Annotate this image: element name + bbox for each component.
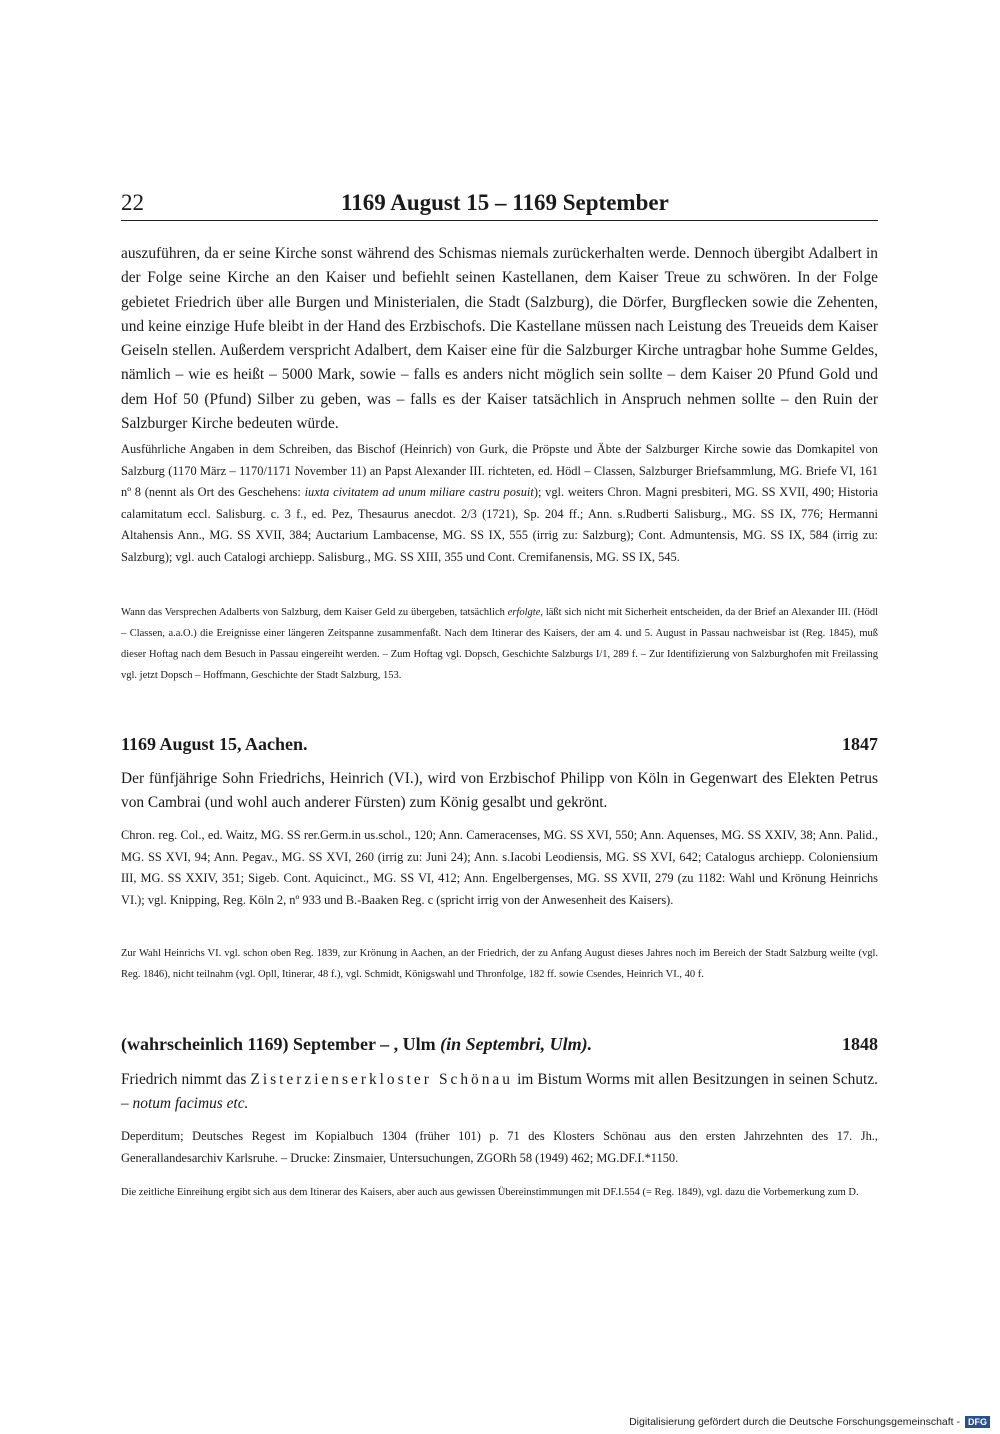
page-number: 22	[121, 190, 144, 215]
intro-text: auszuführen, da er seine Kirche sonst während des Schismas niemals zurückerhalten werde. Dennoch übergibt Adalbert in der Folge seine Kirche an den Kaiser und befiehlt seinen Kastellanen, dem Kaiser Treue zu schwören. In der Folge gebietet Friedrich über alle Burgen und Ministerialen, die Stadt (Salzburg), die Dörfer, Burgflecken sowie die Zehenten, und keine einzige Hufe bleibt in der Hand des Erzbischofs. Die Kastellane müssen nach Leistung des Treueids dem Kaiser Geiseln stellen. Außerdem verspricht Adalbert, dem Kaiser eine für die Salzburger Kirche untragbar hohe Summe Geldes, nämlich – wie es heißt – 5000 Mark, sowie – falls es anders nicht möglich sein sollte – dem Kaiser 20 Pfund Gold und dem Hof 50 (Pfund) Silber zu geben, was – falls es der Kaiser tatsächlich in Anspruch nehmen sollte – den Ruin der Salzburger Kirche bedeuten würde.	[121, 245, 878, 433]
regest-1848-number: 1848	[842, 1034, 878, 1054]
running-title: 1169 August 15 – 1169 September	[341, 190, 669, 215]
regest-1847-number: 1847	[842, 734, 878, 754]
regest-1848-sources: Deperditum; Deutsches Regest im Kopialbuch 1304 (früher 101) p. 71 des Klosters Schönau aus den ersten Jahrzehnten des 17. Jh., Generallandesarchiv Karlsruhe. – Drucke: Zinsmaier, Untersuchungen, ZGORh 58 (1949) 462; MG.DF.I.*1150.	[121, 1129, 878, 1165]
regest-1848-commentary: Die zeitliche Einreihung ergibt sich aus dem Itinerar des Kaisers, aber auch aus gewissen Übereinstimmungen mit DF.I.554 (= Reg. 1849), vgl. dazu die Vorbemerkung zum D.	[121, 1187, 859, 1198]
page-header	[121, 190, 878, 221]
regest-1848-text: Friedrich nimmt das Zisterzienserkloster Schönau im Bistum Worms mit allen Besitzungen in seinen Schutz. – notum facimus etc.	[121, 1071, 879, 1113]
regest-1848-title: (wahrscheinlich 1169) September – , Ulm (in Septembri, Ulm).	[121, 1034, 593, 1054]
intro-sources: Ausführliche Angaben in dem Schreiben, das Bischof (Heinrich) von Gurk, die Pröpste und Äbte der Salzburger Kirche sowie das Domkapitel von Salzburg (1170 März – 1170/1171 November 11) an Papst Alexander III. richteten, ed. Hödl – Classen, Salzburger Briefsammlung, MG. Briefe VI, 161 nº 8 (nennt als Ort des Geschehens: iuxta civitatem ad unum miliare castru posuit); vgl. weiters Chron. Magni presbiteri, MG. SS XVII, 490; Historia calamitatum eccl. Salisburg. c. 3 f., ed. Pez, Thesaurus anecdot. 2/3 (1721), Sp. 204 ff.; Ann. s.Rudberti Salisburg., MG. SS IX, 776; Hermanni Altahensis Ann., MG. SS XVII, 384; Auctarium Lambacense, MG. SS IX, 555 (irrig zu: Salzburg); Cont. Admuntensis, MG. SS IX, 584 (irrig zu: Salzburg); vgl. auch Catalogi archiepp. Salisburg., MG. SS XIII, 355 und Cont. Cremifanensis, MG. SS IX, 545.	[121, 442, 878, 564]
intro-commentary: Wann das Versprechen Adalberts von Salzburg, dem Kaiser Geld zu übergeben, tatsächlich erfolgte, läßt sich nicht mit Sicherheit entscheiden, da der Brief an Alexander III. (Hödl – Classen, a.a.O.) die Ereignisse einer längeren Zeitspanne zusammenfaßt. Nach dem Itinerar des Kaisers, der am 4. und 5. August in Passau nachweisbar ist (Reg. 1845), muß dieser Hoftag nach dem Besuch in Passau eingereiht werden. – Zum Hoftag vgl. Dopsch, Geschichte Salzburgs I/1, 289 f. – Zur Identifizierung von Salzburghofen mit Freilassing vgl. jetzt Dopsch – Hoffmann, Geschichte der Stadt Salzburg, 153.	[121, 607, 878, 681]
regest-1847-heading	[121, 734, 878, 760]
footer	[629, 1416, 990, 1428]
regest-1847-title: 1169 August 15, Aachen.	[121, 734, 308, 754]
regest-1847-text: Der fünfjährige Sohn Friedrichs, Heinrich (VI.), wird von Erzbischof Philipp von Köln in Gegenwart des Elekten Petrus von Cambrai (und wohl auch anderer Fürsten) zum König gesalbt und gekrönt.	[121, 770, 878, 812]
regest-1847-sources: Chron. reg. Col., ed. Waitz, MG. SS rer.Germ.in us.schol., 120; Ann. Cameracenses, MG. SS XVI, 550; Ann. Aquenses, MG. SS XXIV, 38; Ann. Palid., MG. SS XVI, 94; Ann. Pegav., MG. SS XVI, 260 (irrig zu: Juni 24); Ann. s.Iacobi Leodiensis, MG. SS XVI, 642; Catalogus archiepp. Coloniensium III, MG. SS XXIV, 351; Sigeb. Cont. Aquicinct., MG. SS VI, 412; Ann. Engelbergenses, MG. SS XVII, 279 (zu 1182: Wahl und Krönung Heinrichs VI.); vgl. Knipping, Reg. Köln 2, nº 933 und B.-Baaken Reg. c (spricht irrig von der Anwesenheit des Kaisers).	[121, 828, 878, 907]
footer-text: Digitalisierung gefördert durch die Deutsche Forschungsgemeinschaft -	[629, 1416, 960, 1428]
regest-1847-commentary: Zur Wahl Heinrichs VI. vgl. schon oben Reg. 1839, zur Krönung in Aachen, an der Friedrich, der zu Anfang August dieses Jahres noch im Bereich der Stadt Salzburg weilte (vgl. Reg. 1846), nicht teilnahm (vgl. Opll, Itinerar, 48 f.), vgl. Schmidt, Königswahl und Thronfolge, 182 ff. sowie Csendes, Heinrich VI., 40 f.	[121, 948, 878, 980]
dfg-logo: DFG	[965, 1416, 990, 1428]
regest-1848-heading	[121, 1034, 878, 1060]
